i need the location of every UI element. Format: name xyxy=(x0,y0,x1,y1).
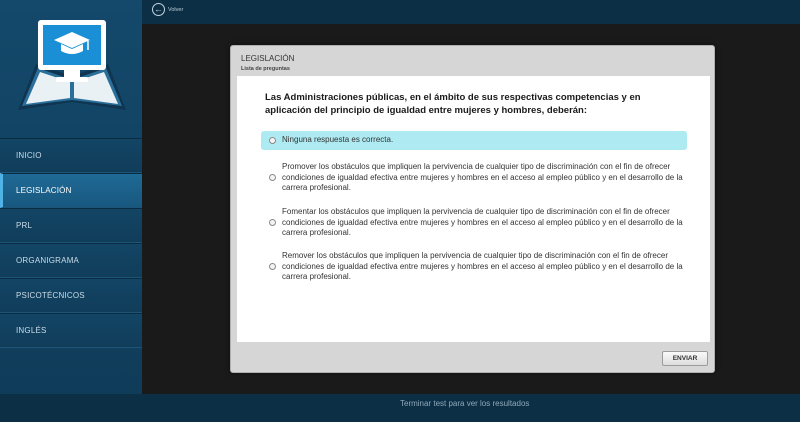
question-panel xyxy=(237,76,710,342)
answer-option-text: Fomentar los obstáculos que impliquen la pervivencia de cualquier tipo de discriminación con el fin de ofrecer condiciones de igualdad efectiva entre mujeres y hombres en el acceso al empleo público y en el desarrollo de la carrera profesional. xyxy=(282,207,683,237)
answer-option-text: Ninguna respuesta es correcta. xyxy=(282,135,394,145)
radio-button-icon[interactable] xyxy=(269,263,276,270)
question-dialog xyxy=(230,45,715,373)
sidebar-item-organigrama[interactable]: ORGANIGRAMA xyxy=(0,243,142,278)
sidebar-item-prl[interactable]: PRL xyxy=(0,208,142,243)
sidebar-item-inicio[interactable]: INICIO xyxy=(0,138,142,173)
sidebar xyxy=(0,0,142,394)
sidebar-item-psicotecnicos[interactable]: PSICOTÉCNICOS xyxy=(0,278,142,313)
sidebar-item-legislacion[interactable]: LEGISLACIÓN xyxy=(0,173,142,208)
answer-option-text: Remover los obstáculos que impliquen la pervivencia de cualquier tipo de discriminación con el fin de ofrecer condiciones de igualdad efectiva entre mujeres y hombres en el acceso al empleo público y en el desarrollo de la carrera profesional. xyxy=(282,251,683,281)
answer-option-text: Promover los obstáculos que impliquen la pervivencia de cualquier tipo de discriminación con el fin de ofrecer condiciones de igualdad efectiva entre mujeres y hombres en el acceso al empleo público y en el desarrollo de la carrera profesional. xyxy=(282,162,683,192)
question-text: Las Administraciones públicas, en el ámbito de sus respectivas competencias y en aplicación del principio de igualdad entre mujeres y hombres, deberán: xyxy=(265,92,641,116)
send-button[interactable]: ENVIAR xyxy=(662,351,708,366)
answer-option-1[interactable] xyxy=(261,131,687,150)
dialog-title: LEGISLACIÓN xyxy=(241,54,295,63)
dialog-subtitle: Lista de preguntas xyxy=(241,66,290,72)
graduation-monitor-logo-icon xyxy=(16,18,128,114)
answer-option-3[interactable] xyxy=(261,204,687,242)
radio-button-icon[interactable] xyxy=(269,219,276,226)
footer xyxy=(0,394,800,422)
top-bar xyxy=(142,0,800,24)
content-area xyxy=(142,24,800,394)
sidebar-item-ingles[interactable]: INGLÉS xyxy=(0,313,142,348)
answer-option-4[interactable] xyxy=(261,248,687,286)
sidebar-menu xyxy=(0,138,142,348)
radio-button-icon[interactable] xyxy=(269,174,276,181)
footer-text: Terminar test para ver los resultados xyxy=(400,399,530,408)
answer-option-2[interactable] xyxy=(261,159,687,197)
back-label: Volver xyxy=(168,6,184,13)
radio-button-icon[interactable] xyxy=(269,137,276,144)
back-arrow-icon: ← xyxy=(154,4,163,14)
back-button[interactable] xyxy=(152,3,183,16)
